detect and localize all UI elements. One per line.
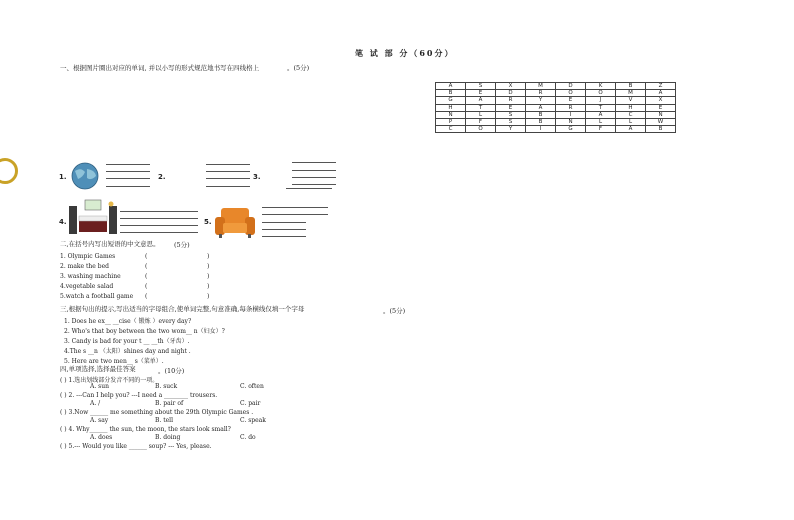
grid-row	[436, 90, 676, 97]
grid-cell: A	[466, 97, 496, 104]
phrase-item: 5.watch a football game	[60, 293, 134, 300]
answer-paren-open: (	[145, 273, 148, 280]
section2-score: (5分)	[174, 241, 190, 249]
item-5-number: 5.	[204, 218, 212, 226]
grid-cell: M	[526, 83, 556, 90]
question-text: ( ) 5.--- Would you like ______ soup? --- Yes, please.	[60, 443, 212, 450]
grid-row	[436, 104, 676, 111]
grid-row	[436, 83, 676, 90]
grid-cell: T	[586, 104, 616, 111]
grid-cell: E	[556, 97, 586, 104]
option-b: B. pair of	[155, 400, 184, 407]
option-a: A. /	[90, 400, 101, 407]
answer-paren-open: (	[145, 253, 148, 260]
grid-cell: X	[496, 83, 526, 90]
answer-paren-close: )	[207, 293, 210, 300]
question-text: ( ) 4. Why______ the sun, the moon, the stars look small?	[60, 426, 231, 433]
grid-cell: I	[526, 126, 556, 133]
grid-cell: B	[526, 111, 556, 118]
spelling-item: 1. Does he ex__ __cise（ 锻炼 ）every day?	[64, 318, 192, 325]
grid-cell: L	[586, 118, 616, 125]
answer-paren-open: (	[145, 293, 148, 300]
option-a: A. sun	[90, 383, 109, 390]
answer-paren-close: )	[207, 253, 210, 260]
grid-cell: V	[616, 97, 646, 104]
grid-cell: Y	[526, 97, 556, 104]
section2-heading: 二,在括号内写出短语的中文意思。	[60, 240, 160, 248]
grid-cell: O	[586, 90, 616, 97]
grid-cell: K	[586, 83, 616, 90]
grid-cell: O	[556, 90, 586, 97]
bedroom-icon	[67, 198, 119, 236]
phrase-item: 1. Olympic Games	[60, 253, 116, 260]
armchair-icon	[213, 205, 257, 239]
section4-heading: 四,单项选择,选择最佳答案	[60, 365, 136, 373]
grid-cell: M	[616, 90, 646, 97]
grid-cell: I	[556, 111, 586, 118]
grid-cell: R	[496, 97, 526, 104]
grid-cell: Y	[496, 126, 526, 133]
grid-cell: H	[616, 104, 646, 111]
grid-cell: E	[496, 104, 526, 111]
grid-cell: B	[646, 126, 676, 133]
option-b: B. tell	[155, 417, 174, 424]
option-a: A. does	[90, 434, 113, 441]
grid-cell: R	[556, 104, 586, 111]
grid-cell: S	[496, 118, 526, 125]
grid-cell: P	[436, 118, 466, 125]
grid-cell: A	[646, 90, 676, 97]
item-1-number: 1.	[59, 173, 67, 181]
spelling-item: 5. Here are two men__ s（菜单）.	[64, 358, 164, 365]
section3-heading: 三,根据句出的提示,写出适当的字母组合,使单词完整,句意准确,每条横线仅填一个字母	[60, 305, 305, 313]
option-b: B. doing	[155, 434, 181, 441]
item-4-number: 4.	[59, 218, 67, 226]
answer-paren-close: )	[207, 273, 210, 280]
option-c: C. pair	[240, 400, 261, 407]
answer-paren-close: )	[207, 263, 210, 270]
section1-score: 。(5分)	[287, 64, 310, 72]
grid-row	[436, 118, 676, 125]
section1-heading: 一、根据图片圈出对应的单词, 并以小写的形式规范地书写在四线格上	[60, 64, 260, 72]
grid-cell: G	[436, 97, 466, 104]
grid-cell: S	[496, 111, 526, 118]
grid-cell: L	[466, 111, 496, 118]
binder-ring-decoration	[0, 158, 18, 184]
grid-cell: N	[646, 111, 676, 118]
grid-cell: W	[646, 118, 676, 125]
option-b: B. suck	[155, 383, 178, 390]
grid-cell: N	[556, 118, 586, 125]
grid-cell: H	[436, 104, 466, 111]
globe-icon	[69, 161, 102, 191]
grid-cell: A	[526, 104, 556, 111]
section4-score: 。(10分)	[158, 367, 185, 375]
grid-row	[436, 97, 676, 104]
grid-cell: B	[526, 118, 556, 125]
option-c: C. speak	[240, 417, 266, 424]
page-title: 笔 试 部 分（60分）	[355, 48, 455, 58]
option-c: C. do	[240, 434, 256, 441]
grid-cell: L	[616, 118, 646, 125]
grid-cell: F	[586, 126, 616, 133]
grid-cell: O	[466, 126, 496, 133]
answer-paren-open: (	[145, 283, 148, 290]
answer-paren-open: (	[145, 263, 148, 270]
grid-cell: J	[586, 97, 616, 104]
spelling-item: 4.The s __n （太阳）shines day and night .	[64, 348, 191, 355]
section3-score: 。(5分)	[383, 307, 406, 315]
item-2-number: 2.	[158, 173, 166, 181]
phrase-item: 2. make the bed	[60, 263, 109, 270]
phrase-item: 4.vegetable salad	[60, 283, 114, 290]
grid-row	[436, 126, 676, 133]
grid-cell: B	[616, 83, 646, 90]
grid-cell: E	[646, 104, 676, 111]
item-3-number: 3.	[253, 173, 261, 181]
letter-grid	[435, 82, 676, 133]
phrase-item: 3. washing machine	[60, 273, 121, 280]
grid-row	[436, 111, 676, 118]
grid-cell: N	[436, 111, 466, 118]
spelling-item: 3. Candy is bad for your t __ __th（牙齿）.	[64, 338, 190, 345]
answer-paren-close: )	[207, 283, 210, 290]
option-a: A. say	[90, 417, 109, 424]
question-text: ( ) 1.选出划线部分发音不同的一项。	[60, 377, 159, 384]
grid-cell: A	[616, 126, 646, 133]
option-c: C. often	[240, 383, 264, 390]
grid-cell: C	[616, 111, 646, 118]
grid-cell: A	[436, 83, 466, 90]
grid-cell: T	[466, 104, 496, 111]
grid-cell: C	[436, 126, 466, 133]
grid-cell: D	[496, 90, 526, 97]
question-text: ( ) 2. ---Can I help you? ---I need a ________ trousers.	[60, 392, 218, 399]
grid-cell: R	[526, 90, 556, 97]
grid-cell: S	[466, 83, 496, 90]
grid-cell: Z	[646, 83, 676, 90]
grid-cell: D	[556, 83, 586, 90]
spelling-item: 2. Who's that boy between the two wom__ n（妇女）?	[64, 328, 225, 335]
grid-cell: F	[466, 118, 496, 125]
question-text: ( ) 3.Now ______ me something about the 29th Olympic Games .	[60, 409, 254, 416]
grid-cell: X	[646, 97, 676, 104]
grid-cell: B	[436, 90, 466, 97]
grid-cell: G	[556, 126, 586, 133]
grid-cell: E	[466, 90, 496, 97]
grid-cell: A	[586, 111, 616, 118]
